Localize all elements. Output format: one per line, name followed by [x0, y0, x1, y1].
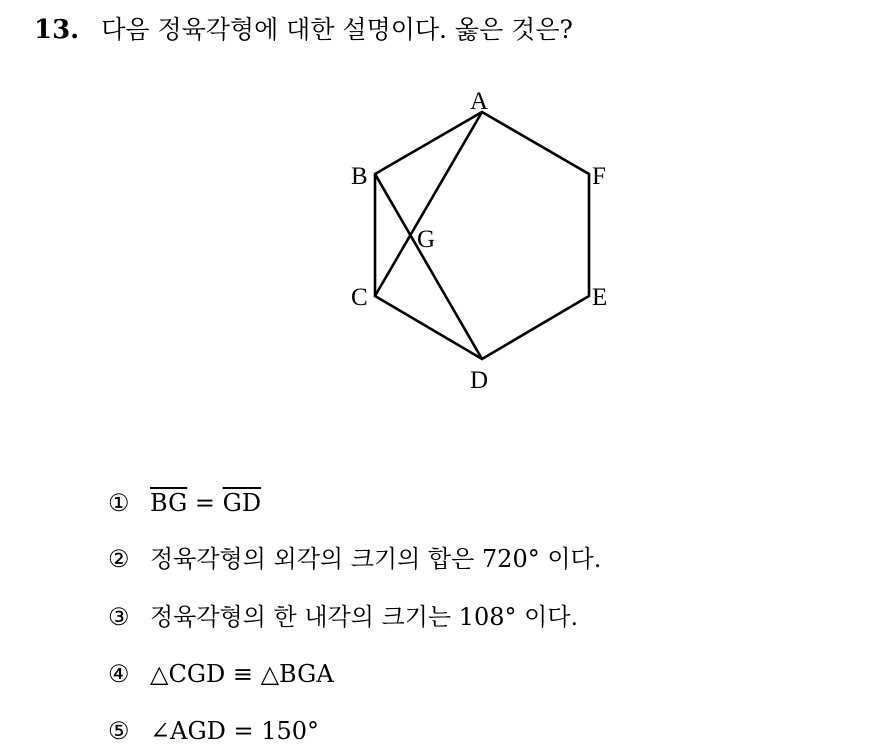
vertex-label-c: C	[351, 284, 368, 311]
choice-text: △CGD ≡ △BGA	[150, 660, 334, 688]
hexagon-figure	[330, 80, 630, 400]
question-number: 13.	[34, 15, 80, 45]
segment-gd: $\overline{GD}$	[222, 489, 262, 517]
choice-mark: ⑤	[108, 717, 130, 745]
hexagon-outline	[375, 112, 589, 359]
question-text: 다음 정육각형에 대한 설명이다. 옳은 것은?	[101, 15, 573, 44]
choice-text: 정육각형의 외각의 크기의 합은 720° 이다.	[150, 545, 602, 573]
choice-mark: ③	[108, 603, 130, 631]
choice-mark: ④	[108, 660, 130, 688]
point-label-g: G	[417, 226, 436, 253]
choice-text: ∠AGD = 150°	[150, 717, 320, 745]
choice-text: 정육각형의 한 내각의 크기는 108° 이다.	[150, 603, 579, 631]
question-stem	[34, 12, 573, 48]
vertex-label-a: A	[470, 88, 489, 115]
choice-1[interactable]	[108, 486, 261, 520]
choice-5[interactable]	[108, 714, 319, 748]
choice-2[interactable]	[108, 542, 601, 576]
equals-sign: =	[187, 489, 223, 517]
vertex-label-f: F	[592, 163, 606, 190]
choice-3[interactable]	[108, 600, 578, 634]
vertex-label-e: E	[592, 284, 608, 311]
vertex-label-d: D	[470, 367, 489, 394]
vertex-label-b: B	[351, 163, 368, 190]
choice-mark: ①	[108, 489, 130, 517]
choice-4[interactable]	[108, 657, 334, 691]
choice-mark: ②	[108, 545, 130, 573]
segment-bg: $\overline{BG}$	[150, 489, 188, 517]
